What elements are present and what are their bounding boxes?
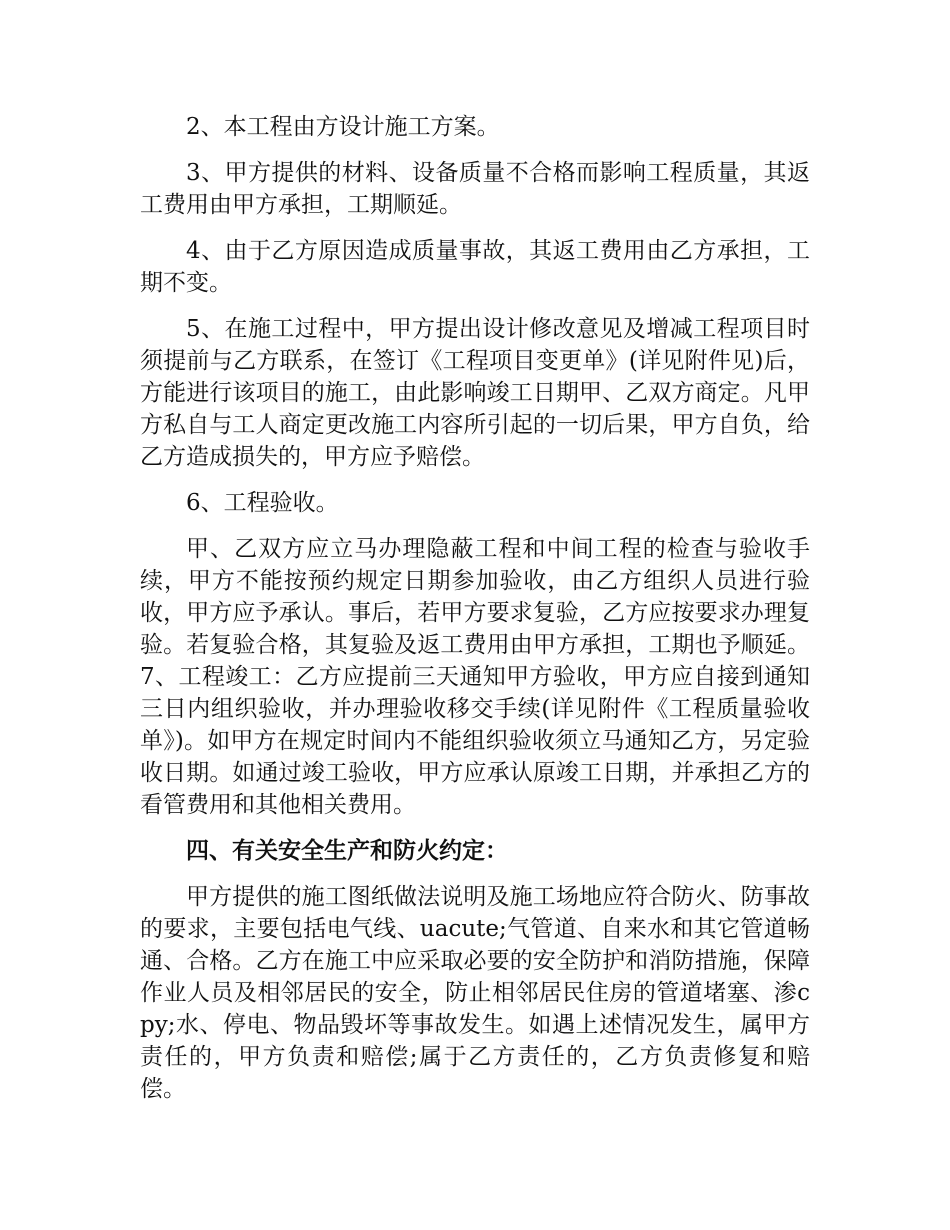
paragraph-acceptance-title: 6、工程验收。 bbox=[186, 490, 339, 516]
paragraph-acceptance-details: 甲、乙双方应立马办理隐蔽工程和中间工程的检查与验收手续，甲方不能按预约规定日期参加验收，由乙方组织人员进行验收，甲方应予承认。事后，若甲方要求复验，乙方应按要求办理复验。若复验合格，其复验及返工费用由甲方承担，工期也予顺延。7、工程竣工：乙方应提前三天通知甲方验收，甲方应自接到通知三日内组织验收，并办理验收移交手续(详见附件《工程质量验收单》)。如甲方在规定时间内不能组织验收须立马通知乙方，另定验收日期。如通过竣工验收，甲方应承认原竣工日期，并承担乙方的看管费用和其他相关费用。 bbox=[140, 536, 810, 818]
paragraph-safety-fire: 甲方提供的施工图纸做法说明及施工场地应符合防火、防事故的要求，主要包括电气线、uacute;气管道、自来水和其它管道畅通、合格。乙方在施工中应采取必要的安全防护和消防措施，保障作业人员及相邻居民的安全，防止相邻居民住房的管道堵塞、渗cpy;水、停电、物品毁坏等事故发生。如遇上述情况发生，属甲方责任的，甲方负责和赔偿;属于乙方责任的，乙方负责修复和赔偿。 bbox=[140, 884, 810, 1102]
section-heading-safety: 四、有关安全生产和防火约定： bbox=[186, 837, 508, 864]
paragraph-quality-accident: 4、由于乙方原因造成质量事故，其返工费用由乙方承担，工期不变。 bbox=[140, 238, 810, 296]
paragraph-design-change: 5、在施工过程中，甲方提出设计修改意见及增减工程项目时须提前与乙方联系，在签订《工程项目变更单》(详见附件见)后，方能进行该项目的施工，由此影响竣工日期甲、乙双方商定。凡甲方私自与工人商定更改施工内容所引起的一切后果，甲方自负，给乙方造成损失的，甲方应予赔偿。 bbox=[140, 316, 810, 470]
paragraph-design-plan: 2、本工程由方设计施工方案。 bbox=[186, 114, 500, 140]
document-body bbox=[140, 111, 810, 1119]
paragraph-material-quality: 3、甲方提供的材料、设备质量不合格而影响工程质量，其返工费用由甲方承担，工期顺延。 bbox=[140, 160, 810, 218]
